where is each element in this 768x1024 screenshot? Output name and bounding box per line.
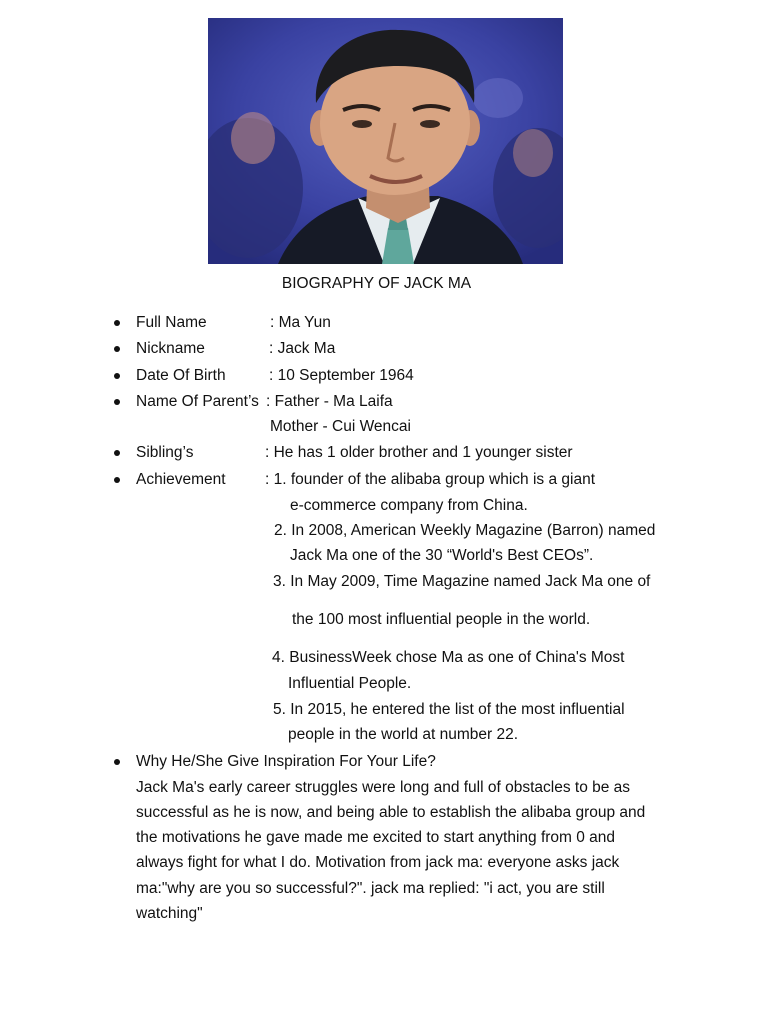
- achievement-line: Influential People.: [288, 675, 412, 692]
- dob-label: Date Of Birth: [136, 367, 226, 384]
- inspiration-line: the motivations he gave made me excited to start anything from 0 and: [136, 829, 616, 846]
- bullet-icon: [114, 346, 120, 352]
- achievement-line: the 100 most influential people in the world.: [292, 611, 591, 628]
- dob-value: : 10 September 1964: [269, 367, 414, 384]
- achievement-line: 2. In 2008, American Weekly Magazine (Barron) named: [274, 522, 656, 539]
- inspiration-line: always fight for what I do. Motivation from jack ma: everyone asks jack: [136, 854, 620, 871]
- achievement-line: people in the world at number 22.: [288, 726, 519, 743]
- portrait-illustration: [208, 18, 563, 264]
- inspiration-line: successful as he is now, and being able to establish the alibaba group and: [136, 804, 646, 821]
- parents-label: Name Of Parent’s: [136, 393, 259, 410]
- inspiration-line: Jack Ma's early career struggles were long and full of obstacles to be as: [136, 779, 631, 796]
- achievement-line: Jack Ma one of the 30 “World's Best CEOs”.: [290, 547, 594, 564]
- inspiration-line: ma:"why are you so successful?". jack ma replied: "i act, you are still: [136, 880, 605, 897]
- parents-value-mother: Mother - Cui Wencai: [270, 418, 411, 435]
- bullet-icon: [114, 450, 120, 456]
- inspiration-line: watching": [136, 905, 203, 922]
- achievement-line: : 1. founder of the alibaba group which is a giant: [265, 471, 596, 488]
- siblings-value: : He has 1 older brother and 1 younger sister: [265, 444, 573, 461]
- achievement-line: 4. BusinessWeek chose Ma as one of China's Most: [272, 649, 625, 666]
- full-name-label: Full Name: [136, 314, 207, 331]
- bullet-icon: [114, 399, 120, 405]
- inspiration-question: Why He/She Give Inspiration For Your Life?: [136, 753, 436, 770]
- parents-value-father: : Father - Ma Laifa: [266, 393, 393, 410]
- achievement-line: 5. In 2015, he entered the list of the most influential: [273, 701, 625, 718]
- page-title: BIOGRAPHY OF JACK MA: [281, 275, 472, 292]
- full-name-value: : Ma Yun: [270, 314, 331, 331]
- achievement-label: Achievement: [136, 471, 226, 488]
- siblings-label: Sibling’s: [136, 444, 194, 461]
- portrait-photo: [208, 18, 563, 264]
- bullet-icon: [114, 373, 120, 379]
- achievement-line: e-commerce company from China.: [290, 497, 528, 514]
- achievement-line: 3. In May 2009, Time Magazine named Jack Ma one of: [273, 573, 651, 590]
- bullet-icon: [114, 320, 120, 326]
- bullet-icon: [114, 759, 120, 765]
- bullet-icon: [114, 477, 120, 483]
- nickname-label: Nickname: [136, 340, 205, 357]
- nickname-value: : Jack Ma: [269, 340, 336, 357]
